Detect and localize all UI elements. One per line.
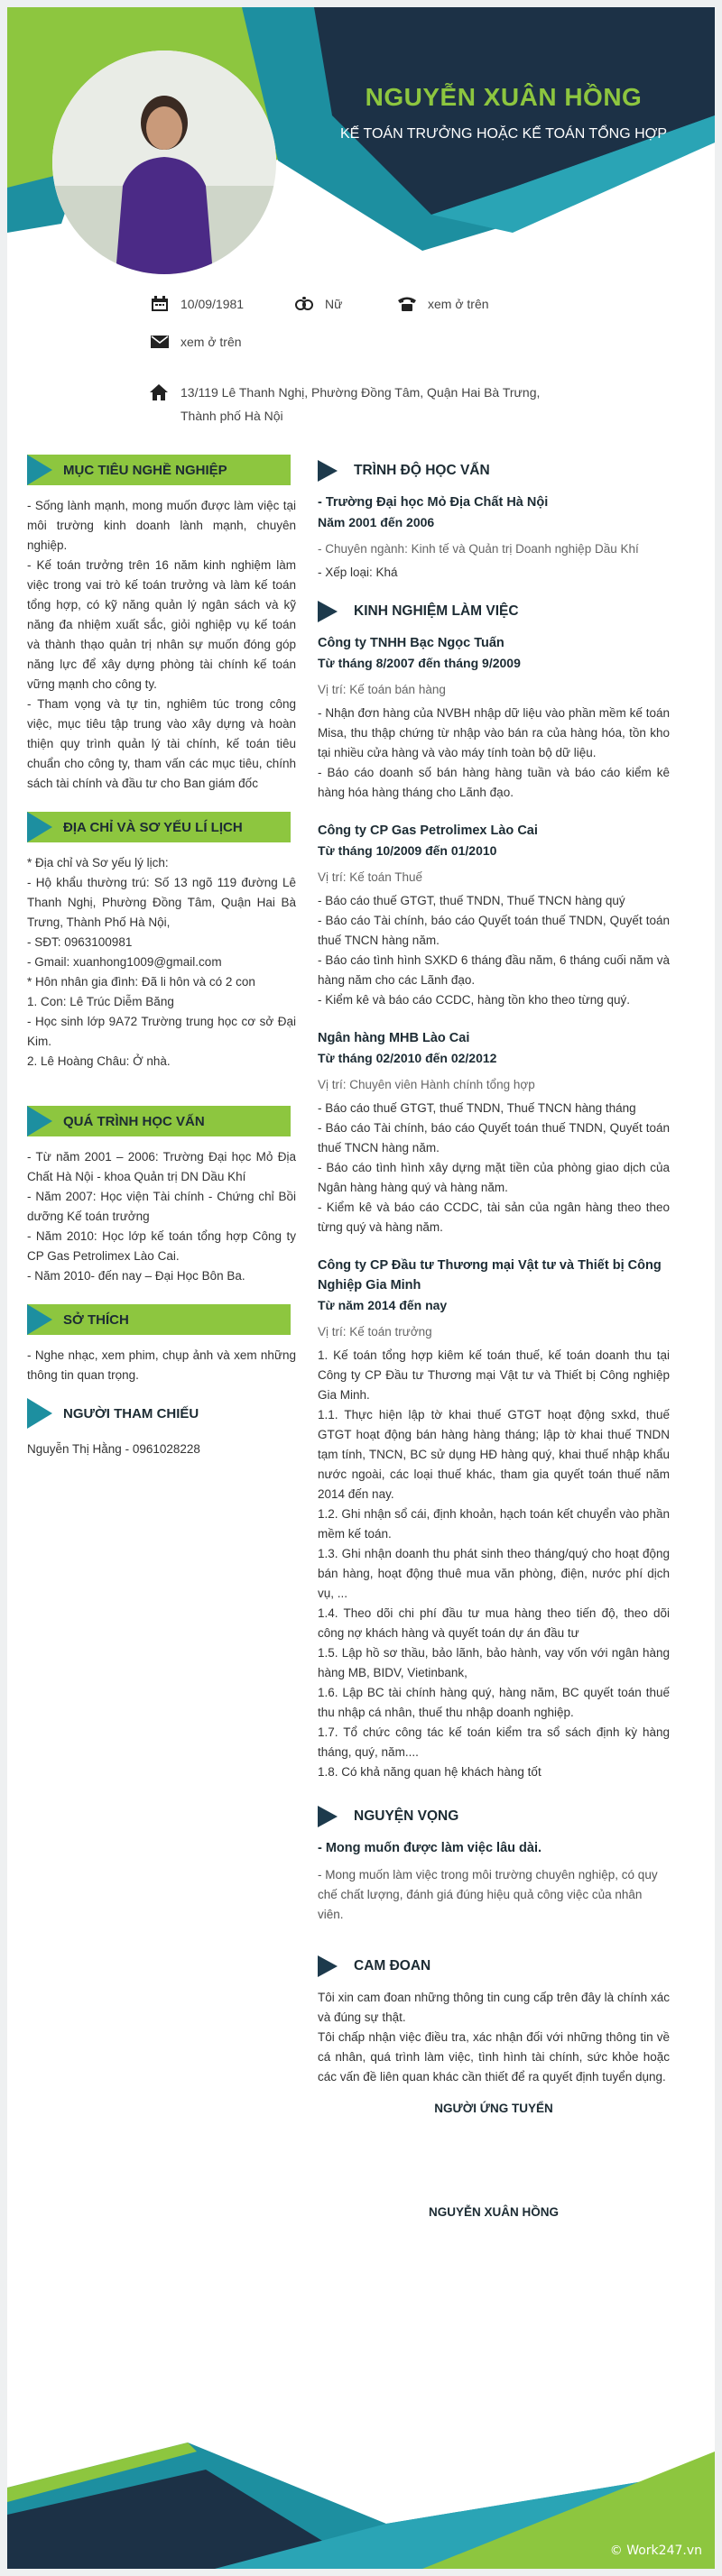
objective-line: - Sống lành mạnh, mong muốn được làm việc tại môi trường kinh doanh lành mạnh, chuyên nghiệp. (27, 499, 296, 552)
reference-line: Nguyễn Thị Hằng - 0961028228 (27, 1442, 200, 1456)
personal-line: * Hôn nhân gia đình: Đã li hôn và có 2 con (27, 975, 255, 989)
section-title: NGUYỆN VỌNG (354, 1808, 459, 1824)
education-block (318, 492, 670, 583)
job-entry (318, 633, 670, 803)
section-title: MỤC TIÊU NGHỀ NGHIỆP (63, 463, 227, 478)
birthday-row (150, 296, 244, 312)
aspiration-text: - Mong muốn làm việc trong môi trường chuyên nghiệp, có quy chế chất lượng, đánh giá đúng hiệu quả công việc của nhân viên. (318, 1868, 658, 1921)
school-grade: - Xếp loại: Khá (318, 566, 398, 579)
footer-banner (7, 2415, 715, 2569)
commitment-text (318, 1988, 670, 2087)
job-line: 1.7. Tổ chức công tác kế toán kiểm tra sổ sách định kỳ hàng tháng, quý, năm.... (318, 1725, 670, 1759)
home-icon (150, 381, 170, 428)
email-row (150, 334, 242, 350)
section-title: CAM ĐOAN (354, 1958, 431, 1973)
personal-line: - SĐT: 0963100981 (27, 935, 133, 949)
gender-icon (294, 296, 314, 312)
job-line: - Báo cáo tình hình SXKD 6 tháng đầu năm, 6 tháng cuối năm và hàng năm cho các Lãnh đạo. (318, 953, 670, 987)
section-title: TRÌNH ĐỘ HỌC VẤN (354, 463, 490, 478)
section-title: NGƯỜI THAM CHIẾU (63, 1406, 199, 1421)
job-period: Từ tháng 8/2007 đến tháng 9/2009 (318, 656, 521, 670)
commitment-line: Tôi chấp nhận việc điều tra, xác nhận đối với những thông tin về cá nhân, quá trình làm việc, tình hình tài chính, sức khỏe hoặc các vấn đề liên quan khác cần thiết để ra quyết định tuyển dụng. (318, 2030, 670, 2084)
personal-line: 1. Con: Lê Trúc Diễm Băng (27, 995, 174, 1008)
left-column (27, 455, 296, 1459)
hobbies-text (27, 1346, 296, 1385)
aspiration-heading: - Mong muốn được làm việc lâu dài. (318, 1841, 542, 1855)
section-education-header (318, 455, 670, 485)
section-title: SỞ THÍCH (63, 1312, 129, 1328)
section-commitment-header (318, 1950, 670, 1981)
job-company: Công ty CP Đầu tư Thương mại Vật tư và Thiết bị Công Nghiệp Gia Minh (318, 1258, 662, 1293)
section-title: ĐỊA CHỈ VÀ SƠ YẾU LÍ LỊCH (63, 820, 243, 835)
job-title: KẾ TOÁN TRƯỞNG HOẶC KẾ TOÁN TỔNG HỢP (339, 126, 668, 142)
job-line: 1. Kế toán tổng hợp kiêm kế toán thuế, kế toán doanh thu tại Công ty CP Đầu tư Thương mại Vật tư và Thiết bị Công nghiệp Gia Minh. (318, 1348, 670, 1402)
job-period: Từ năm 2014 đến nay (318, 1298, 448, 1312)
job-line: - Báo cáo thuế GTGT, thuế TNDN, Thuế TNCN hàng tháng (318, 1101, 636, 1115)
training-line: - Năm 2010: Học lớp kế toán tổng hợp Công ty CP Gas Petrolimex Lào Cai. (27, 1229, 296, 1263)
school-period: Năm 2001 đến 2006 (318, 515, 435, 529)
signer-name: NGUYỄN XUÂN HỒNG (428, 2205, 559, 2219)
job-line: 1.8. Có khả năng quan hệ khách hàng tốt (318, 1765, 542, 1779)
job-period: Từ tháng 02/2010 đến 02/2012 (318, 1051, 497, 1065)
address-row (150, 381, 542, 428)
gender-row (294, 296, 342, 312)
address-value: 13/119 Lê Thanh Nghị, Phường Đồng Tâm, Quận Hai Bà Trưng, Thành phố Hà Nội (180, 385, 541, 423)
section-experience-header (318, 595, 670, 626)
personal-line: * Địa chỉ và Sơ yếu lý lịch: (27, 856, 169, 869)
job-line: - Kiểm kê và báo cáo CCDC, hàng tồn kho theo từng quý. (318, 993, 630, 1007)
candidate-name: NGUYỄN XUÂN HỒNG (365, 83, 643, 111)
commitment-line: Tôi xin cam đoan những thông tin cung cấp trên đây là chính xác và đúng sự thật. (318, 1991, 670, 2024)
objective-text (27, 496, 296, 794)
job-line: - Báo cáo thuế GTGT, thuế TNDN, Thuế TNCN hàng quý (318, 894, 625, 907)
job-entry (318, 821, 670, 1010)
job-role: Vị trí: Kế toán Thuế (318, 870, 423, 884)
signer-label: NGƯỜI ỨNG TUYỂN (434, 2102, 553, 2115)
personal-line: - Học sinh lớp 9A72 Trường trung học cơ sở Đại Kim. (27, 1015, 296, 1048)
job-company: Công ty TNHH Bạc Ngọc Tuấn (318, 636, 504, 650)
section-reference-header (27, 1398, 296, 1429)
job-line: 1.1. Thực hiện lập tờ khai thuế GTGT hoạt động sxkd, thuế GTGT hoạt động bán hàng hàng tháng; lập tờ khai thuế TNDN tạm tính, TNCN, BC sử dụng HĐ hàng quý, khai thuế nhập khẩu nước ngoài, các loại thuế khác, tham gia quyết toán thuế năm 2014 đến nay. (318, 1408, 670, 1501)
job-company: Ngân hàng MHB Lào Cai (318, 1031, 470, 1045)
section-hobbies-header (27, 1304, 296, 1335)
gender-value: Nữ (325, 297, 343, 311)
objective-line: - Tham vọng và tự tin, nghiêm túc trong công việc, mục tiêu tập trung vào xây dựng và hoàn thiện quy trình quản lý tài chính, kế toán tiêu chuẩn cho công ty, tham vấn các mục tiêu, chính sách tài chính và đầu tư cho Ban giám đốc (27, 697, 296, 790)
job-company: Công ty CP Gas Petrolimex Lào Cai (318, 823, 538, 838)
aspiration-block (318, 1838, 670, 1925)
profile-photo (52, 51, 276, 274)
job-line: - Báo cáo Tài chính, báo cáo Quyết toán thuế TNDN, Quyết toán thuế TNCN hàng năm. (318, 1121, 670, 1155)
job-line: 1.5. Lập hồ sơ thầu, bảo lãnh, bảo hành, vay vốn với ngân hàng hàng MB, BIDV, Vietinbank, (318, 1646, 670, 1679)
hobbies-line: - Nghe nhạc, xem phim, chụp ảnh và xem những thông tin quan trọng. (27, 1348, 296, 1382)
calendar-icon (150, 296, 170, 312)
job-line: 1.2. Ghi nhận sổ cái, định khoản, hạch toán kết chuyển vào phần mềm kế toán. (318, 1507, 670, 1541)
training-line: - Năm 2010- đến nay – Đại Học Bôn Ba. (27, 1269, 245, 1283)
email-value: xem ở trên (180, 335, 242, 349)
job-entry (318, 1256, 670, 1782)
birthday-value: 10/09/1981 (180, 297, 245, 311)
job-line: 1.6. Lập BC tài chính hàng quý, hàng năm, BC quyết toán thuế thu nhập cá nhân, thuế thu nhập doanh nghiệp. (318, 1686, 670, 1719)
section-aspiration-header (318, 1800, 670, 1831)
section-personal-header (27, 812, 296, 842)
cv-page (7, 7, 715, 2569)
phone-value: xem ở trên (428, 297, 489, 311)
job-line: - Kiểm kê và báo cáo CCDC, tài sản của ngân hàng theo theo từng quý và hàng năm. (318, 1201, 670, 1234)
personal-text (27, 853, 296, 1072)
section-objective-header (27, 455, 296, 485)
envelope-icon (150, 334, 170, 350)
training-line: - Năm 2007: Học viện Tài chính - Chứng chỉ Bồi dưỡng Kế toán trưởng (27, 1190, 296, 1223)
job-line: - Báo cáo tình hình xây dựng mặt tiền của phòng giao dịch của Ngân hàng hàng quý và hàng năm. (318, 1161, 670, 1194)
section-training-header (27, 1106, 296, 1136)
job-line: 1.3. Ghi nhận doanh thu phát sinh theo tháng/quý cho hoạt động bán hàng, hoạt động thuê mua văn phòng, điện, nước phí dịch vụ, ... (318, 1547, 670, 1600)
right-column (318, 455, 670, 2219)
job-line: - Báo cáo Tài chính, báo cáo Quyết toán thuế TNDN, Quyết toán thuế TNCN hàng năm. (318, 914, 670, 947)
job-role: Vị trí: Kế toán bán hàng (318, 683, 446, 696)
personal-line: - Gmail: xuanhong1009@gmail.com (27, 955, 222, 969)
training-line: - Từ năm 2001 – 2006: Trường Đại học Mỏ Địa Chất Hà Nội - khoa Quản trị DN Dầu Khí (27, 1150, 296, 1183)
job-entry (318, 1028, 670, 1237)
job-period: Từ tháng 10/2009 đến 01/2010 (318, 843, 497, 858)
reference-text (27, 1440, 296, 1459)
job-line: - Nhận đơn hàng của NVBH nhập dữ liệu vào phần mềm kế toán Misa, thu thập chứng từ nhập vào bán ra của hàng hóa, tồn kho tại nhiều cửa hàng và vào máy tính toàn bộ dữ liệu. (318, 706, 670, 759)
training-text (27, 1147, 296, 1286)
job-line: 1.4. Theo dõi chi phí đầu tư mua hàng theo tiến độ, theo dõi công nợ khách hàng và quyết toán dự án đầu tư (318, 1606, 670, 1640)
job-role: Vị trí: Chuyên viên Hành chính tổng hợp (318, 1078, 535, 1091)
section-title: KINH NGHIỆM LÀM VIỆC (354, 603, 519, 619)
personal-line: 2. Lê Hoàng Châu: Ở nhà. (27, 1054, 171, 1068)
school-major: - Chuyên ngành: Kinh tế và Quản trị Doanh nghiệp Dầu Khí (318, 542, 639, 556)
phone-icon (397, 296, 417, 312)
objective-line: - Kế toán trưởng trên 16 năm kinh nghiệm làm việc trong vai trò kế toán trưởng và làm kế toán tổng hợp, có kỹ năng quản lý ngân sách và kỹ năng đa nhiệm xuất sắc, giỏi nghiệp vụ kế toán và thành thạo quản trị nhân sự muốn đóng góp năng lực để xây dựng phòng tài chính kế toán vững mạnh cho công ty. (27, 558, 296, 691)
phone-row (397, 296, 489, 312)
section-title: QUÁ TRÌNH HỌC VẤN (63, 1114, 205, 1129)
school-name: - Trường Đại học Mỏ Địa Chất Hà Nội (318, 495, 549, 510)
watermark: © Work247.vn (609, 2544, 702, 2558)
personal-line: - Hộ khẩu thường trú: Số 13 ngõ 119 đường Lê Thanh Nghị, Phường Đồng Tâm, Quận Hai Bà Trưng, Thành Phố Hà Nội, (27, 876, 296, 929)
job-line: - Báo cáo doanh số bán hàng hàng tuần và báo cáo kiểm kê hàng hóa hàng tháng cho Lãnh đạo. (318, 766, 670, 799)
job-role: Vị trí: Kế toán trưởng (318, 1325, 432, 1339)
